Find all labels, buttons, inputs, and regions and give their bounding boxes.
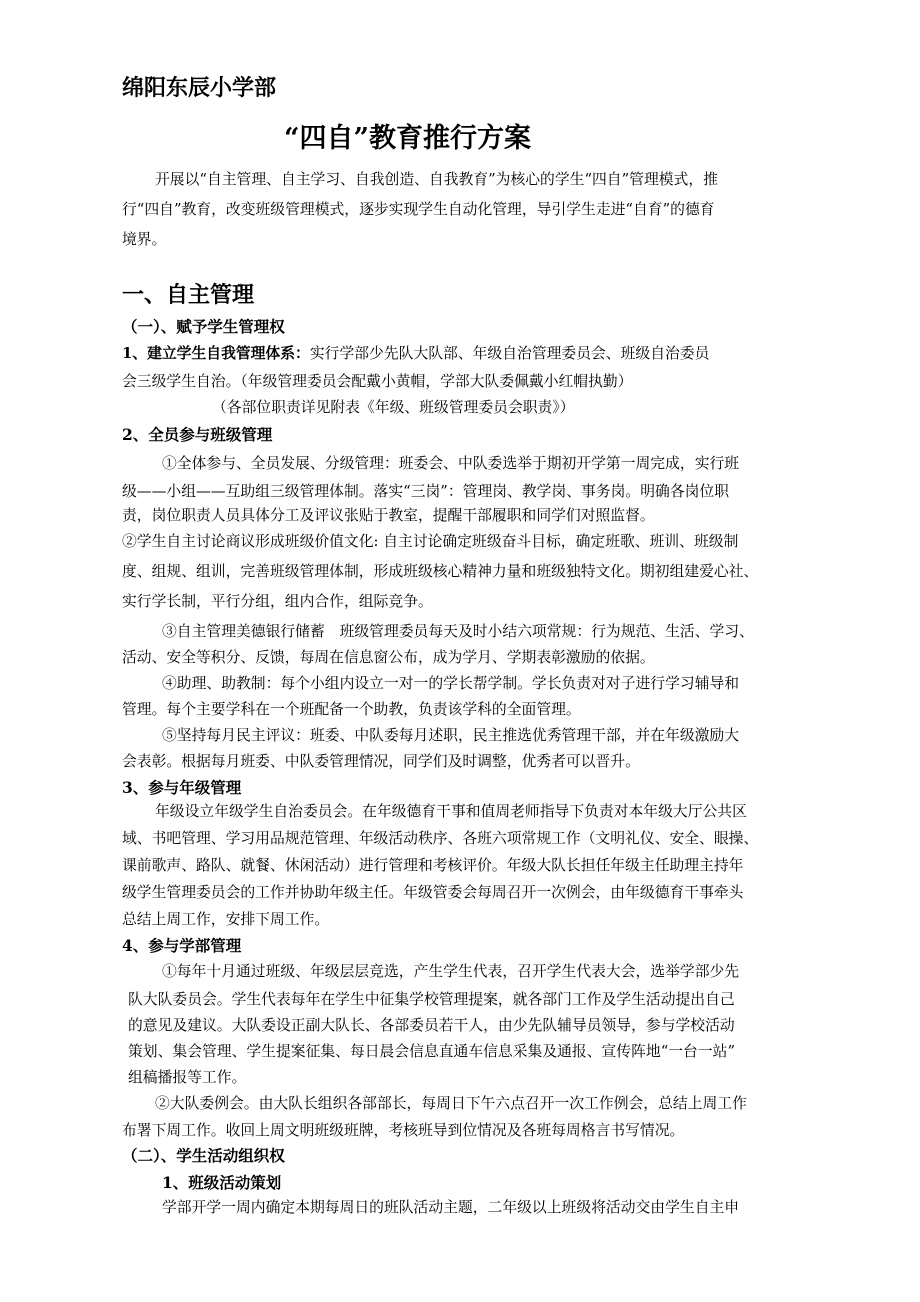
paragraph-line: ②学生自主讨论商议形成班级价值文化: 自主讨论确定班级奋斗目标，确定班歌、班训、班级制 [122, 533, 739, 550]
item-heading: 4、参与学部管理 [122, 936, 242, 955]
item-line: （各部位职责详见附表《年级、班级管理委员会职责》） [212, 399, 575, 416]
paragraph-line: 级——小组——互助组三级管理体制。落实“三岗”：管理岗、教学岗、事务岗。明确各岗位职 [122, 483, 730, 500]
paragraph-line: ⑤坚持每月民主评议：班委、中队委每月述职，民主推选优秀管理干部，并在年级激励大 [162, 727, 740, 744]
intro-line: 境界。 [122, 231, 167, 248]
item-heading: 3、参与年级管理 [122, 778, 242, 797]
paragraph-line: 课前歌声、路队、就餐、休闲活动）进行管理和考核评价。年级大队长担任年级主任助理主持年 [122, 857, 744, 874]
paragraph-line: 度、组规、组训，完善班级管理体制，形成班级核心精神力量和班级独特文化。期初组建爱心社、 [122, 563, 759, 580]
paragraph-line: ①全体参与、全员发展、分级管理：班委会、中队委选举于期初开学第一周完成，实行班 [162, 455, 740, 472]
item-line: 会三级学生自治。（年级管理委员会配戴小黄帽，学部大队委佩戴小红帽执勤） [122, 373, 633, 390]
paragraph-line: 实行学长制，平行分组，组内合作，组际竞争。 [122, 593, 433, 610]
paragraph-line: ④助理、助教制：每个小组内设立一对一的学长帮学制。学长负责对对子进行学习辅导和 [162, 675, 740, 692]
paragraph-line: 责，岗位职责人员具体分工及评议张贴于教室，提醒干部履职和同学们对照监督。 [122, 507, 655, 524]
intro-line: 开展以“自主管理、自主学习、自我创造、自我教育”为核心的学生“四自”管理模式，推 [155, 171, 718, 188]
paragraph-line: 总结上周工作，安排下周工作。 [122, 911, 330, 928]
paragraph-line: 级学生管理委员会的工作并协助年级主任。年级管委会每周召开一次例会，由年级德育干事牵头 [122, 884, 744, 901]
school-name: 绵阳东辰小学部 [122, 75, 277, 101]
paragraph-line: 活动、安全等积分、反馈，每周在信息窗公布，成为学月、学期表彰激励的依据。 [122, 649, 655, 666]
paragraph-line: 策划、集会管理、学生提案征集、每日晨会信息直通车信息采集及通报、宣传阵地“一台一站” [128, 1043, 736, 1060]
paragraph-line: 会表彰。根据每月班委、中队委管理情况，同学们及时调整，优秀者可以晋升。 [122, 753, 640, 770]
item-text: 实行学部少先队大队部、年级自治管理委员会、班级自治委员 [309, 345, 710, 362]
paragraph-line: 学部开学一周内确定本期每周日的班队活动主题，二年级以上班级将活动交由学生自主申 [162, 1199, 740, 1216]
paragraph-line: ①每年十月通过班级、年级层层竞选，产生学生代表，召开学生代表大会，选举学部少先 [162, 963, 740, 980]
paragraph-line: 域、书吧管理、学习用品规范管理、年级活动秩序、各班六项常规工作（文明礼仪、安全、眼操、 [122, 830, 759, 847]
paragraph-line: 年级设立年级学生自治委员会。在年级德育干事和值周老师指导下负责对本年级大厅公共区 [155, 803, 747, 820]
item-label: 1、建立学生自我管理体系： [122, 345, 310, 362]
paragraph-line: ③自主管理美德银行储蓄 班级管理委员每天及时小结六项常规：行为规范、生活、学习、 [162, 623, 754, 640]
section-heading: 一、自主管理 [122, 282, 255, 308]
subsection-heading: （一）、赋予学生管理权 [122, 317, 285, 336]
paragraph-line: ②大队委例会。由大队长组织各部部长，每周日下午六点召开一次工作例会，总结上周工作 [155, 1095, 747, 1112]
page-title: “四自”教育推行方案 [284, 123, 532, 154]
subsection-heading: （二）、学生活动组织权 [122, 1146, 285, 1165]
paragraph-line: 组稿播报等工作。 [128, 1069, 247, 1086]
paragraph-line: 布署下周工作。收回上周文明班级班牌，考核班导到位情况及各班每周格言书写情况。 [122, 1122, 685, 1139]
intro-line: 行“四自”教育，改变班级管理模式，逐步实现学生自动化管理，导引学生走进“自育”的德育 [122, 201, 715, 218]
paragraph-line: 的意见及建议。大队委设正副大队长、各部委员若干人，由少先队辅导员领导，参与学校活动 [128, 1017, 735, 1034]
paragraph-line: 管理。每个主要学科在一个班配备一个助教，负责该学科的全面管理。 [122, 701, 581, 718]
item-heading: 2、全员参与班级管理 [122, 425, 273, 444]
item-heading: 1、班级活动策划 [162, 1173, 282, 1192]
paragraph-line: 队大队委员会。学生代表每年在学生中征集学校管理提案，就各部门工作及学生活动提出自己 [128, 991, 735, 1008]
item-line [122, 344, 709, 364]
